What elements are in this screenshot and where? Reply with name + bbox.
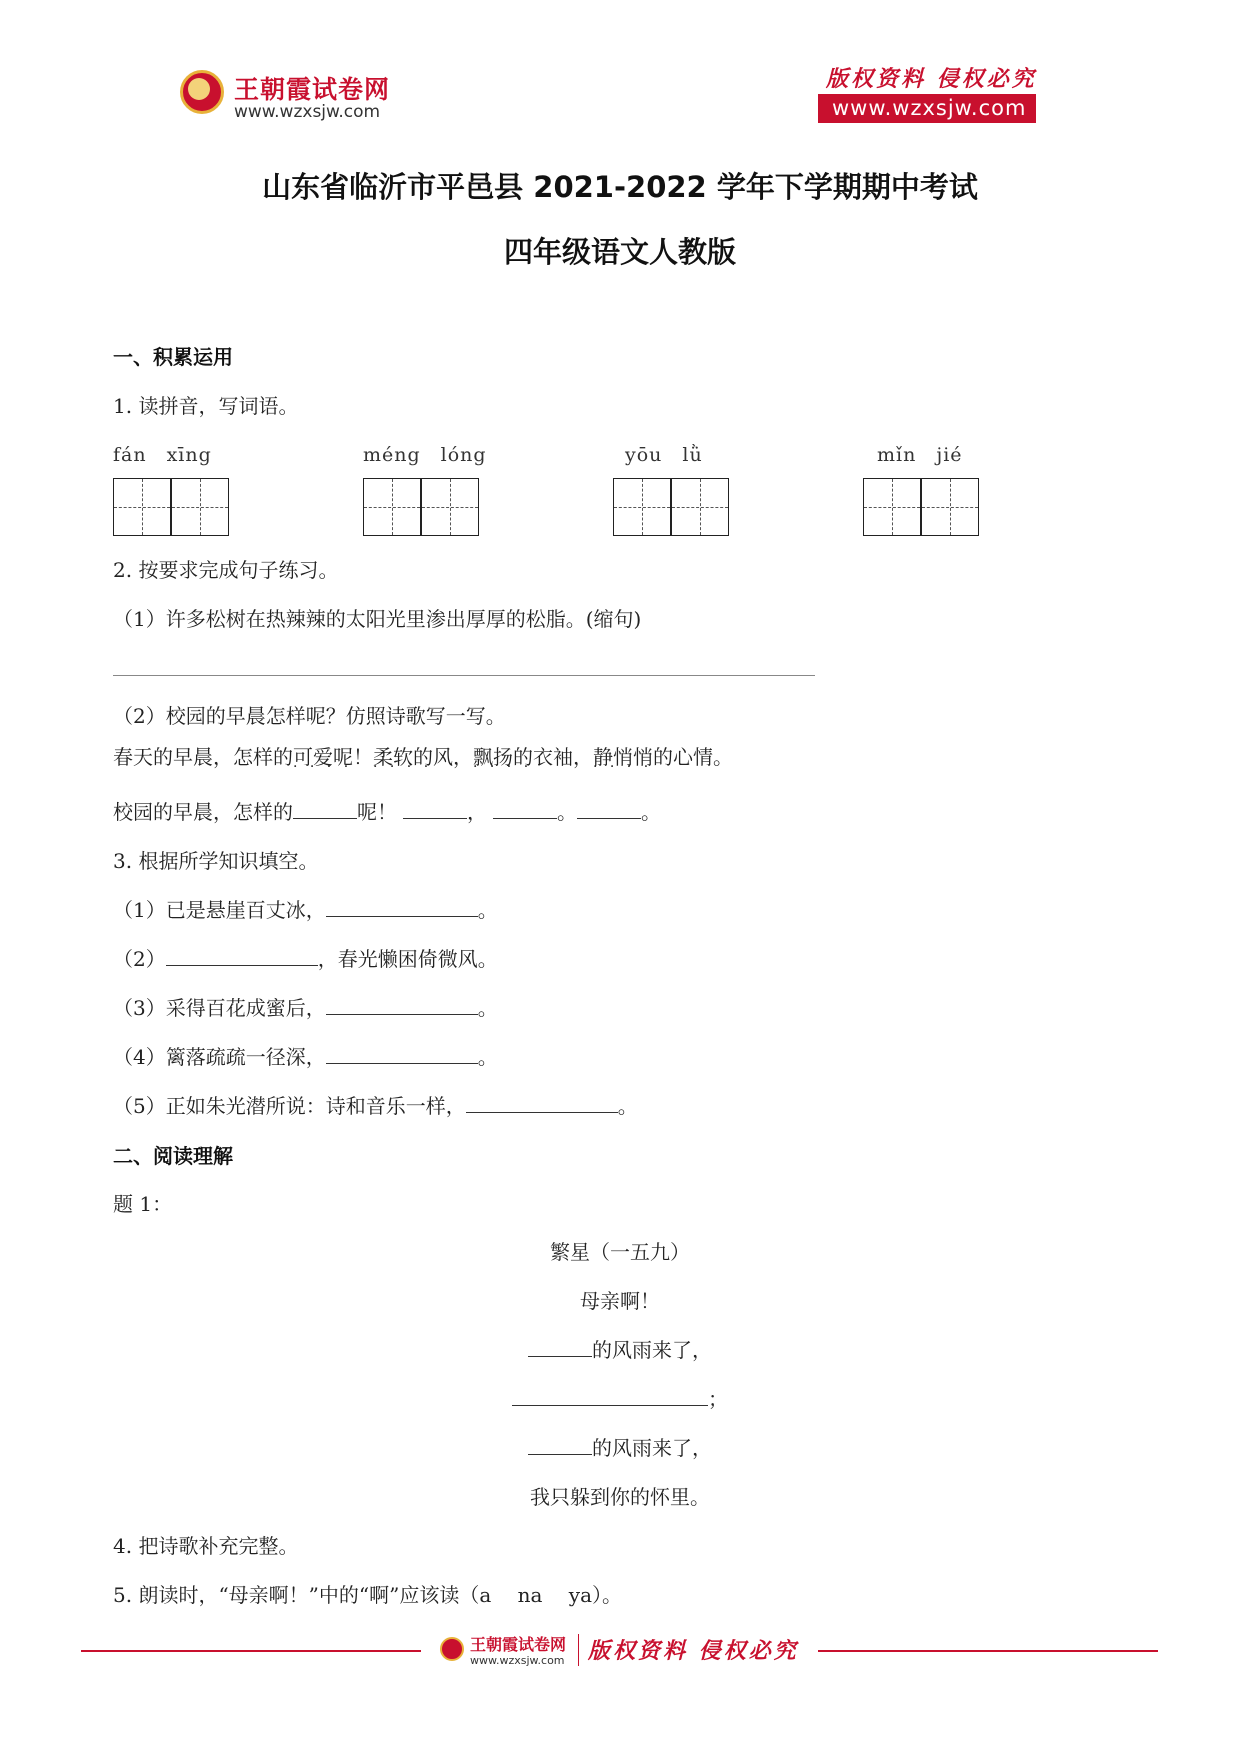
q2-sub1: （1）许多松树在热辣辣的太阳光里渗出厚厚的松脂。(缩句) (113, 607, 642, 631)
logo-emblem-center (188, 78, 210, 100)
section1-heading: 一、积累运用 (113, 345, 233, 369)
footer-logo (440, 1637, 466, 1663)
example-text: 呢！ (333, 745, 373, 769)
poem-title: 繁星（一五九） (550, 1240, 690, 1264)
q1-pinyin-1: fán xīng (113, 444, 212, 466)
q2-fill-sentence (113, 796, 661, 825)
q1-prompt: 1. 读拼音，写词语。 (113, 394, 299, 418)
fill-blank[interactable] (326, 1044, 478, 1064)
footer-rule-left (81, 1650, 421, 1652)
example-text: 春天的早晨，怎样的 (113, 745, 293, 769)
fill-blank[interactable] (326, 995, 478, 1015)
tianzige-box[interactable] (671, 478, 729, 536)
q3-sub4 (113, 1041, 498, 1070)
fill-text: 。 (557, 800, 577, 824)
q3-sub1 (113, 894, 498, 923)
poem-line-1: 母亲啊！ (580, 1289, 660, 1313)
footer-logo-icon (440, 1637, 464, 1661)
q3-text: 。 (477, 996, 498, 1020)
example-emphasis: 静悄悄的心情 · · · · (593, 741, 713, 770)
example-emphasis: 可爱 · · · · (293, 741, 333, 770)
q3-text: 。 (477, 1045, 498, 1069)
poem-text: ； (708, 1387, 728, 1411)
footer-divider (578, 1634, 579, 1666)
q2-prompt: 2. 按要求完成句子练习。 (113, 558, 339, 582)
fill-blank[interactable] (466, 1093, 618, 1113)
section2-heading: 二、阅读理解 (113, 1144, 233, 1168)
fill-blank[interactable] (528, 1337, 592, 1357)
tianzige-box[interactable] (421, 478, 479, 536)
q3-text: （5）正如朱光潜所说：诗和音乐一样， (113, 1094, 466, 1118)
q3-text: （2） (113, 947, 166, 971)
header-brand-name: 王朝霞试卷网 (234, 75, 391, 104)
poem-line-3 (0, 1383, 1240, 1412)
footer-copyright-tag: 版权资料 侵权必究 (588, 1638, 799, 1664)
fill-blank[interactable] (293, 799, 357, 819)
tianzige-box[interactable] (171, 478, 229, 536)
footer-brand-url[interactable]: www.wzxsjw.com (470, 1654, 565, 1667)
q3-text: （3）采得百花成蜜后， (113, 996, 326, 1020)
q3-text: （4）篱落疏疏一径深， (113, 1045, 326, 1069)
header-copyright-tag: 版权资料 侵权必究 (826, 66, 1037, 92)
tianzige-box[interactable] (363, 478, 421, 536)
header-brand-url[interactable]: www.wzxsjw.com (234, 102, 381, 122)
header-url-banner[interactable]: www.wzxsjw.com (818, 94, 1036, 123)
q2-sub1-answer-line[interactable] (113, 675, 815, 676)
reading-question-label: 题 1： (113, 1192, 173, 1216)
footer-brand-name: 王朝霞试卷网 (470, 1635, 567, 1654)
q1-pinyin-4: mǐn jié (877, 444, 963, 466)
q5-prompt: 5. 朗读时，“母亲啊！”中的“啊”应该读（a na ya）。 (113, 1583, 623, 1607)
fill-text: 呢！ (357, 800, 397, 824)
page-title: 山东省临沂市平邑县 2021-2022 学年下学期期中考试 (262, 170, 978, 204)
footer-rule-right (818, 1650, 1158, 1652)
fill-text: ， (467, 800, 487, 824)
q3-text: （1）已是悬崖百丈冰， (113, 898, 326, 922)
fill-text: 。 (641, 800, 661, 824)
q3-sub3 (113, 992, 498, 1021)
q2-example-sentence (113, 741, 733, 770)
q1-pinyin-3: yōu lǜ (625, 444, 703, 466)
q3-sub5 (113, 1090, 638, 1119)
example-emphasis: 飘扬的衣袖 · · · · (473, 741, 573, 770)
q3-text: 。 (617, 1094, 638, 1118)
q3-prompt: 3. 根据所学知识填空。 (113, 849, 319, 873)
poem-text: 的风雨来了， (592, 1338, 712, 1362)
q4-prompt: 4. 把诗歌补充完整。 (113, 1534, 299, 1558)
fill-blank[interactable] (403, 799, 467, 819)
page-subtitle: 四年级语文人教版 (503, 235, 736, 269)
tianzige-box[interactable] (613, 478, 671, 536)
fill-blank[interactable] (326, 897, 478, 917)
fill-blank[interactable] (512, 1386, 708, 1406)
fill-blank[interactable] (166, 946, 318, 966)
fill-blank[interactable] (577, 799, 641, 819)
tianzige-box[interactable] (863, 478, 921, 536)
q2-sub2: （2）校园的早晨怎样呢？仿照诗歌写一写。 (113, 704, 506, 728)
poem-line-4 (0, 1432, 1240, 1461)
q3-text: ，春光懒困倚微风。 (317, 947, 498, 971)
q3-text: 。 (477, 898, 498, 922)
example-text: ， (453, 745, 473, 769)
header-logo (180, 70, 230, 120)
fill-blank[interactable] (528, 1435, 592, 1455)
fill-blank[interactable] (493, 799, 557, 819)
tianzige-box[interactable] (921, 478, 979, 536)
poem-line-2 (0, 1334, 1240, 1363)
poem-text: 的风雨来了， (592, 1436, 712, 1460)
q3-sub2 (113, 943, 498, 972)
example-emphasis: 柔软的风 · · · · (373, 741, 453, 770)
fill-text: 校园的早晨，怎样的 (113, 800, 293, 824)
poem-line-5: 我只躲到你的怀里。 (530, 1485, 710, 1509)
example-text: ， (573, 745, 593, 769)
example-text: 。 (713, 745, 733, 769)
tianzige-box[interactable] (113, 478, 171, 536)
q1-pinyin-2: méng lóng (363, 444, 487, 466)
